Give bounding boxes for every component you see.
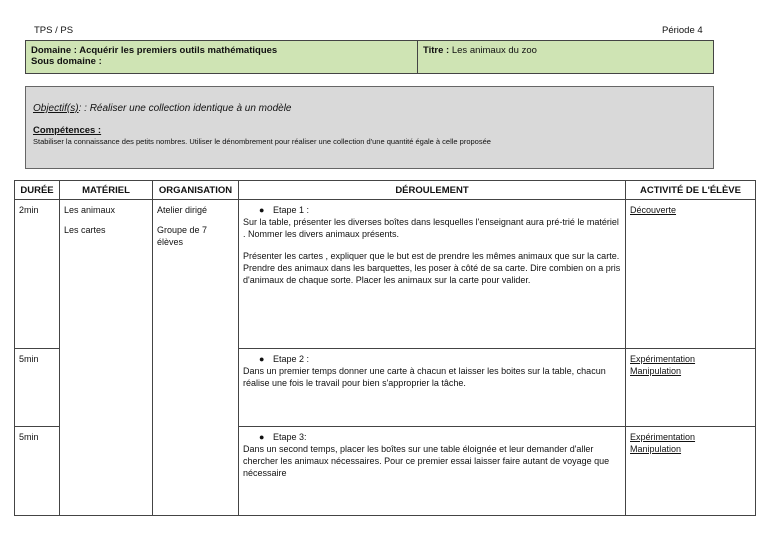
- header-organisation: ORGANISATION: [153, 181, 239, 200]
- organisation-item: Groupe de 7 élèves: [157, 225, 208, 247]
- activite-label: Manipulation: [630, 444, 682, 454]
- header-materiel: MATÉRIEL: [60, 181, 153, 200]
- bullet-icon: ●: [259, 354, 265, 364]
- duree-cell: 5min: [15, 427, 60, 516]
- deroulement-text: Dans un second temps, placer les boîtes sur une table éloignée et leur demander d'aller chercher les animaux nécessaires. Pour ce premier essai laisser faire autant de voyage que nécessaire: [243, 444, 610, 478]
- etape-line: [243, 431, 621, 443]
- duree-cell: 5min: [15, 349, 60, 427]
- deroulement-cell: [239, 200, 626, 349]
- organisation-item: Atelier dirigé: [157, 205, 208, 215]
- deroulement-text: Dans un premier temps donner une carte à chacun et laisser les boites sur la table, chacun réalise une fois le travail pour bien s'approprier la tâche.: [243, 366, 606, 388]
- table-header-row: [15, 181, 756, 200]
- deroulement-text: Présenter les cartes , expliquer que le but est de prendre les mêmes animaux que sur la carte.: [243, 251, 620, 261]
- etape-label: Etape 3:: [273, 432, 307, 442]
- competences-label: Compétences :: [33, 125, 102, 136]
- objective-line: [33, 103, 291, 114]
- objective-label: Objectif(s): [33, 103, 79, 114]
- header-duree: DURÉE: [15, 181, 60, 200]
- materiel-cell: [60, 200, 153, 516]
- level-label: TPS / PS: [34, 25, 74, 36]
- titre-cell: [418, 41, 713, 81]
- materiel-item: Les cartes: [64, 225, 106, 235]
- activite-cell: [626, 427, 756, 516]
- titre-label: Titre :: [423, 45, 450, 56]
- domaine-text: Domaine : Acquérir les premiers outils mathématiques: [31, 45, 278, 56]
- competences-text: Stabiliser la connaissance des petits nombres. Utiliser le dénombrement pour réaliser une collection d'une quantité égale à celle proposée: [33, 137, 491, 146]
- organisation-cell: [153, 200, 239, 516]
- activite-label: Découverte: [630, 205, 677, 215]
- etape-label: Etape 1 :: [273, 205, 310, 215]
- activite-cell: [626, 200, 756, 349]
- deroulement-text: Prendre des animaux dans les barquettes, les poser à côté de sa carte. Dire combien on a pris d'animaux de chaque sorte. Placer les animaux sur la carte pour valider.: [243, 263, 621, 285]
- titre-value: Les animaux du zoo: [451, 45, 537, 56]
- domain-cell: [26, 41, 418, 73]
- etape-line: [243, 204, 621, 216]
- domain-box: [25, 40, 714, 74]
- activite-label: Expérimentation: [630, 354, 696, 364]
- etape-label: Etape 2 :: [273, 354, 310, 364]
- deroulement-cell: [239, 349, 626, 427]
- activite-label: Expérimentation: [630, 432, 696, 442]
- objective-box: [25, 86, 714, 169]
- materiel-item: Les animaux: [64, 205, 116, 215]
- table-row: [15, 200, 756, 349]
- header-activite: ACTIVITÉ DE L'ÉLÈVE: [626, 181, 756, 200]
- activite-cell: [626, 349, 756, 427]
- lesson-table: [14, 180, 756, 516]
- header-deroulement: DÉROULEMENT: [239, 181, 626, 200]
- sous-domaine-text: Sous domaine :: [31, 56, 102, 67]
- activite-label: Manipulation: [630, 366, 682, 376]
- objective-sep: : :: [78, 103, 87, 114]
- bullet-icon: ●: [259, 432, 265, 442]
- period-label: Période 4: [662, 25, 703, 36]
- objective-value: Réaliser une collection identique à un modèle: [89, 103, 292, 114]
- bullet-icon: ●: [259, 205, 265, 215]
- deroulement-text: Sur la table, présenter les diverses boîtes dans lesquelles l'enseignant aura pré-trié le matériel . Nommer les divers animaux présents.: [243, 217, 619, 239]
- etape-line: [243, 353, 621, 365]
- duree-cell: 2min: [15, 200, 60, 349]
- deroulement-cell: [239, 427, 626, 516]
